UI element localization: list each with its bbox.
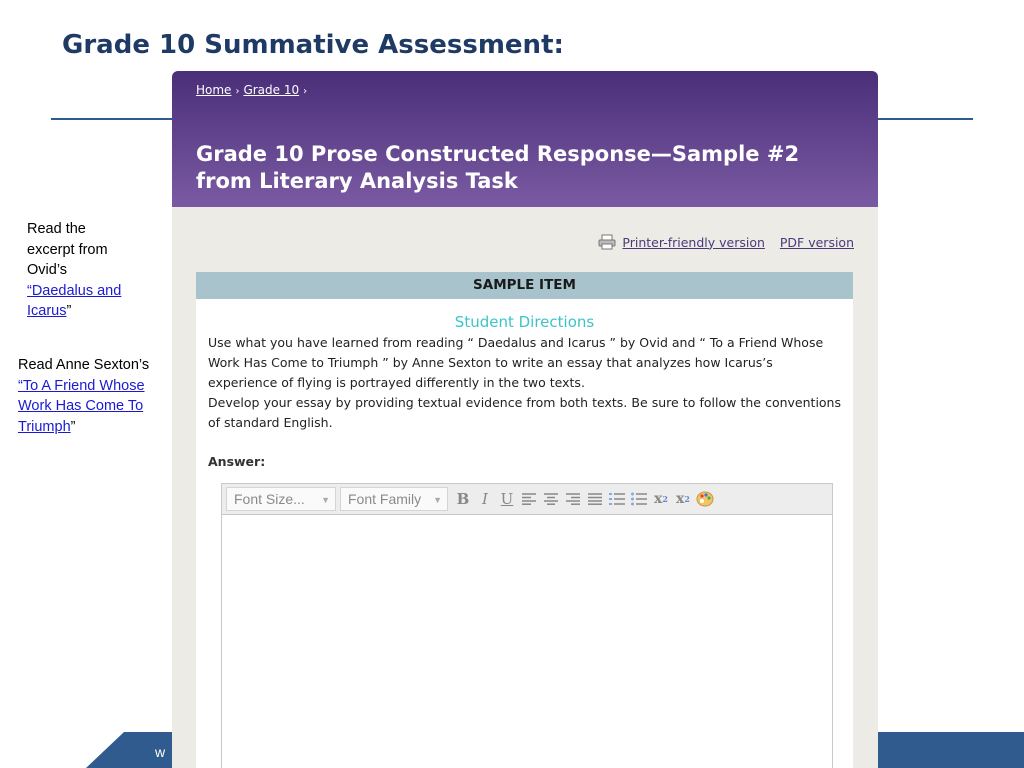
pdf-version-link[interactable]: PDF version <box>779 234 854 250</box>
chevron-down-icon: ▼ <box>433 495 442 505</box>
directions-paragraph-1: Use what you have learned from reading “ Daedalus and Icarus ” by Ovid and “ To a Friend Whose Work Has Come to Triumph ” by Anne Sexton to write an essay that analyzes how Icarus’s experience of flying is portrayed differently in the two texts. <box>208 335 824 390</box>
answer-rich-text-editor <box>221 483 833 768</box>
subscript-icon[interactable]: x 2 <box>654 491 668 507</box>
ordered-list-icon[interactable] <box>606 488 628 510</box>
align-right-icon[interactable] <box>562 488 584 510</box>
underline-icon[interactable]: U <box>500 490 514 508</box>
side-note-ovid-close-quote: ” <box>66 303 72 319</box>
footer-band-right <box>877 732 1024 768</box>
page-header <box>172 71 878 207</box>
browser-page-screenshot <box>172 71 878 768</box>
breadcrumb-separator: › <box>235 86 240 97</box>
footer-text: w <box>155 744 166 760</box>
slide-title: Grade 10 Summative Assessment: <box>62 30 564 60</box>
student-directions-text <box>196 331 853 433</box>
sample-item-header: SAMPLE ITEM <box>196 272 853 299</box>
printer-icon <box>598 234 616 250</box>
font-size-value: Font Size... <box>234 491 305 507</box>
to-a-friend-link[interactable]: “To A Friend Whose Work Has Come To Triumph <box>18 377 145 435</box>
font-family-value: Font Family <box>348 491 422 507</box>
italic-icon[interactable]: I <box>482 490 488 508</box>
side-note-ovid <box>27 219 127 322</box>
font-family-select[interactable] <box>340 487 448 511</box>
export-links <box>598 234 854 250</box>
breadcrumb-home[interactable]: Home <box>196 83 232 97</box>
chevron-down-icon: ▼ <box>321 495 330 505</box>
directions-paragraph-2: Develop your essay by providing textual evidence from both texts. Be sure to follow the conventions of standard English. <box>208 395 841 430</box>
answer-label: Answer: <box>208 454 266 469</box>
editor-toolbar <box>222 484 832 515</box>
answer-text-area[interactable] <box>222 515 832 768</box>
daedalus-link[interactable]: “Daedalus and Icarus <box>27 282 122 319</box>
superscript-icon[interactable]: x 2 <box>676 491 690 507</box>
side-note-sexton-close-quote: ” <box>70 418 76 435</box>
breadcrumb <box>196 83 854 97</box>
printer-friendly-link[interactable]: Printer-friendly version <box>622 234 765 250</box>
breadcrumb-grade-10[interactable]: Grade 10 <box>243 83 300 97</box>
font-size-select[interactable] <box>226 487 336 511</box>
side-note-sexton-text: Read Anne Sexton’s <box>18 357 150 373</box>
sample-item-panel <box>196 272 853 768</box>
bold-icon[interactable]: B <box>456 490 470 508</box>
title-rule-right <box>877 118 973 120</box>
side-note-sexton <box>18 355 158 437</box>
color-palette-icon[interactable] <box>694 488 716 510</box>
page-title: Grade 10 Prose Constructed Response—Sample #2 from Literary Analysis Task <box>196 142 800 193</box>
student-directions-title: Student Directions <box>454 313 595 331</box>
title-rule-left <box>51 118 176 120</box>
unordered-list-icon[interactable] <box>628 488 650 510</box>
align-center-icon[interactable] <box>540 488 562 510</box>
align-justify-icon[interactable] <box>584 488 606 510</box>
breadcrumb-separator: › <box>303 86 308 97</box>
side-note-ovid-text: Read the excerpt from Ovid’s <box>27 221 108 278</box>
align-left-icon[interactable] <box>518 488 540 510</box>
